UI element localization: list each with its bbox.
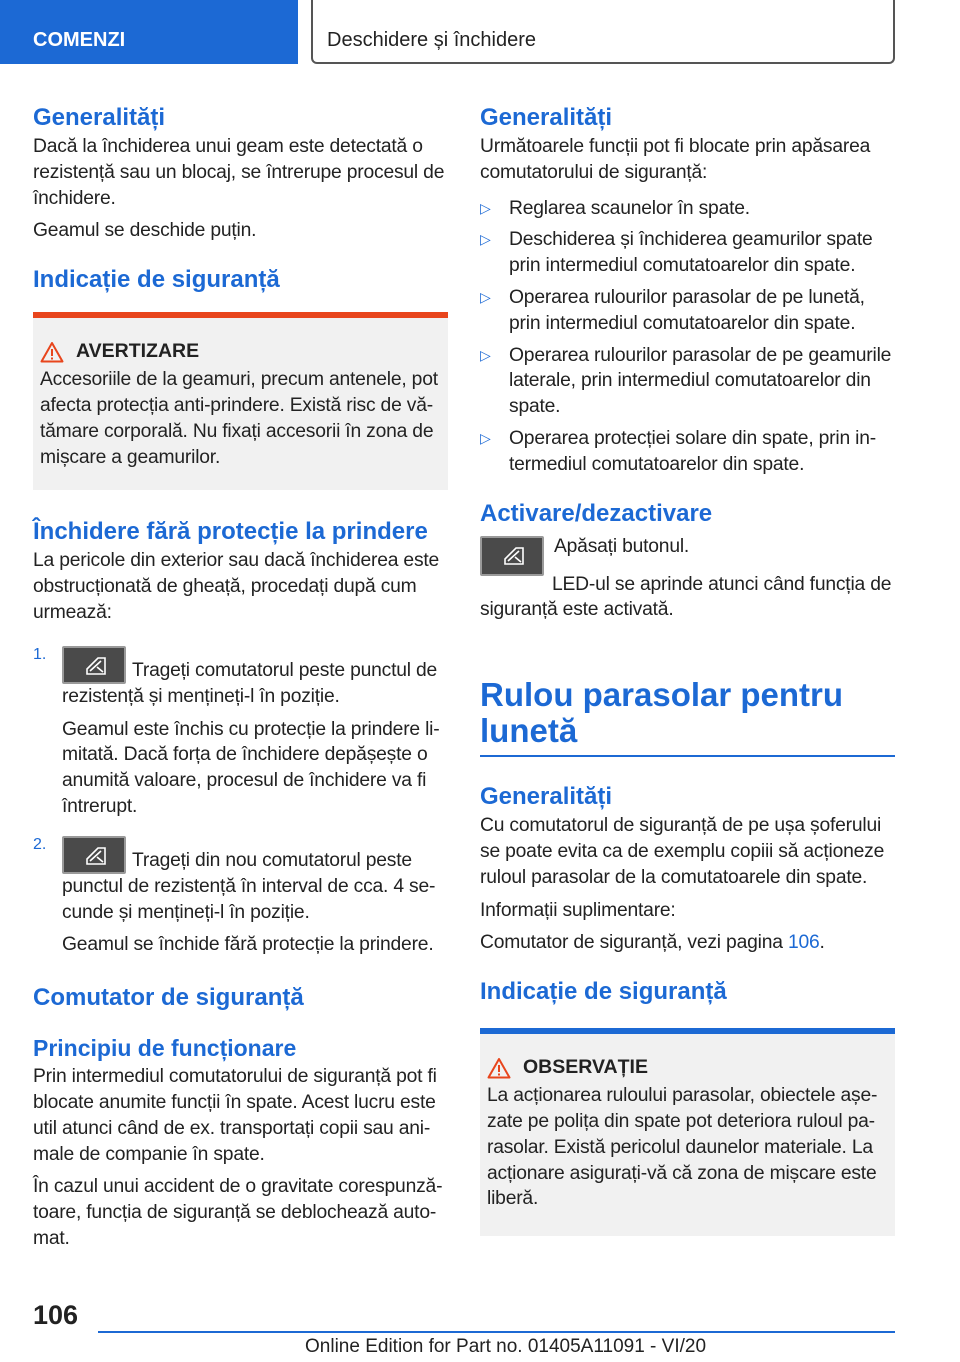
window-lock-switch-icon — [62, 646, 126, 684]
warning-triangle-icon — [40, 341, 64, 363]
heading-activate: Activare/dezactivare — [480, 499, 713, 527]
warning-text: Accesoriile de la geamuri, precum antenele, pot afecta protecția anti-prindere. Există risc de vă-tămare corporală. Nu fixați accesorii în zona de mișcare a geamurilor. — [40, 369, 438, 468]
list-item: ▷ Deschiderea și închiderea geamurilor spate prin intermediul comutatoarelor din spate. — [480, 229, 873, 277]
paragraph: Prin intermediul comutatorului de siguranță pot fi blocate anumite funcții în spate. Acest lucru este util atunci când de ex. transportați copii sau ani-male de companie în spate. — [33, 1066, 437, 1165]
heading-safety: Indicație de siguranță — [33, 266, 280, 294]
heading-close-without-protection: Închidere fără protecție la prindere — [33, 518, 428, 546]
chapter-heading-roller-blind: Rulou parasolar pentru lunetă — [480, 676, 844, 750]
list-item: ▷ Operarea rulourilor parasolar de pe lunetă, prin intermediul comutatoarelor din spate. — [480, 286, 865, 334]
cross-reference: Comutator de siguranță, vezi pagina 106. — [480, 932, 825, 954]
list-item: ▷ Reglarea scaunelor în spate. — [480, 196, 895, 222]
window-lock-switch-icon — [62, 836, 126, 874]
section-tab — [0, 0, 298, 64]
step-number: 1. — [33, 645, 47, 663]
bullet-icon: ▷ — [480, 288, 491, 305]
notice-text: La acționarea ruloului parasolar, obiectele așe-zate pe polița din spate pot deteriora ruloul pa-rasolar. Există pericolul daunelor materiale. La acționare asigurați-vă că zona de mișcare este liberă. — [487, 1085, 878, 1210]
paragraph: În cazul unui accident de o gravitate corespunză-toare, funcția de siguranță se deblochează auto-mat. — [33, 1176, 443, 1249]
paragraph: Informații suplimentare: — [480, 899, 676, 921]
warning-title — [40, 340, 440, 363]
step-2 — [33, 836, 448, 958]
paragraph: LED-ul se aprinde atunci când funcția de siguranță este activată. — [480, 573, 892, 621]
notice-label: OBSERVAȚIE — [523, 1056, 648, 1079]
heading-safety: Indicație de siguranță — [480, 978, 727, 1006]
bullet-icon: ▷ — [480, 429, 491, 446]
heading-general: Generalități — [480, 104, 613, 131]
right-column — [480, 102, 895, 1236]
paragraph: La pericole din exterior sau dacă închiderea este obstrucționată de gheață, procedați după cum urmează: — [33, 550, 440, 623]
window-lock-switch-icon — [480, 536, 544, 576]
heading-general: Generalități — [480, 783, 613, 811]
list-item: ▷ Operarea protecției solare din spate, prin in-termediul comutatoarelor din spate. — [480, 427, 876, 475]
footer-rule — [98, 1331, 895, 1333]
notice-title — [487, 1056, 887, 1079]
paragraph: Cu comutatorul de siguranță de pe ușa șoferului se poate evita ca de exemplu copiii să acționeze ruloul parasolar de la comutatoarele din spate. — [480, 815, 885, 888]
paragraph: Geamul se deschide puțin. — [33, 220, 257, 242]
chapter-tab — [311, 0, 895, 64]
paragraph: Următoarele funcții pot fi blocate prin apăsarea comutatorului de siguranță: — [480, 136, 871, 183]
activate-row — [480, 534, 895, 576]
heading-safety-switch: Comutator de siguranță — [33, 984, 304, 1012]
warning-box — [33, 318, 448, 490]
paragraph: Apăsați butonul. — [554, 535, 690, 557]
step-note: Geamul este închis cu protecție la prindere li-mitată. Dacă forța de închidere depășește o anumită valoare, procesul de închidere va fi întrerupt. — [62, 718, 440, 817]
bullet-icon: ▷ — [480, 199, 491, 216]
step-1 — [33, 646, 448, 820]
heading-general: Generalități — [33, 104, 166, 131]
page-number: 106 — [33, 1300, 79, 1330]
edition-text: Online Edition for Part no. 01405A11091 - VI/20 — [305, 1336, 707, 1357]
warning-triangle-icon — [487, 1057, 511, 1079]
list-item: ▷ Operarea rulourilor parasolar de pe geamurile laterale, prin intermediul comutatoarelor din spate. — [480, 344, 892, 418]
function-list — [480, 196, 895, 478]
section-label: COMENZI — [33, 29, 126, 51]
chapter-label: Deschidere și închidere — [327, 29, 536, 51]
step-note: Geamul se închide fără protecție la prindere. — [62, 934, 434, 956]
bullet-icon: ▷ — [480, 231, 491, 248]
warning-label: AVERTIZARE — [76, 340, 200, 363]
notice-box — [480, 1034, 895, 1236]
bullet-icon: ▷ — [480, 346, 491, 363]
left-column — [33, 102, 448, 1252]
step-text: Trageți comutatorul peste punctul de rezistență și mențineți-l în poziție. — [62, 659, 438, 707]
step-text: Trageți din nou comutatorul peste punctul de rezistență în interval de cca. 4 se-cunde și mențineți-l în poziție. — [62, 849, 436, 923]
page-link[interactable]: 106 — [787, 932, 820, 954]
step-number: 2. — [33, 835, 47, 853]
paragraph: Dacă la închiderea unui geam este detectată o rezistență sau un blocaj, se întrerupe procesul de închidere. — [33, 136, 445, 209]
heading-principle: Principiu de funcționare — [33, 1035, 297, 1062]
